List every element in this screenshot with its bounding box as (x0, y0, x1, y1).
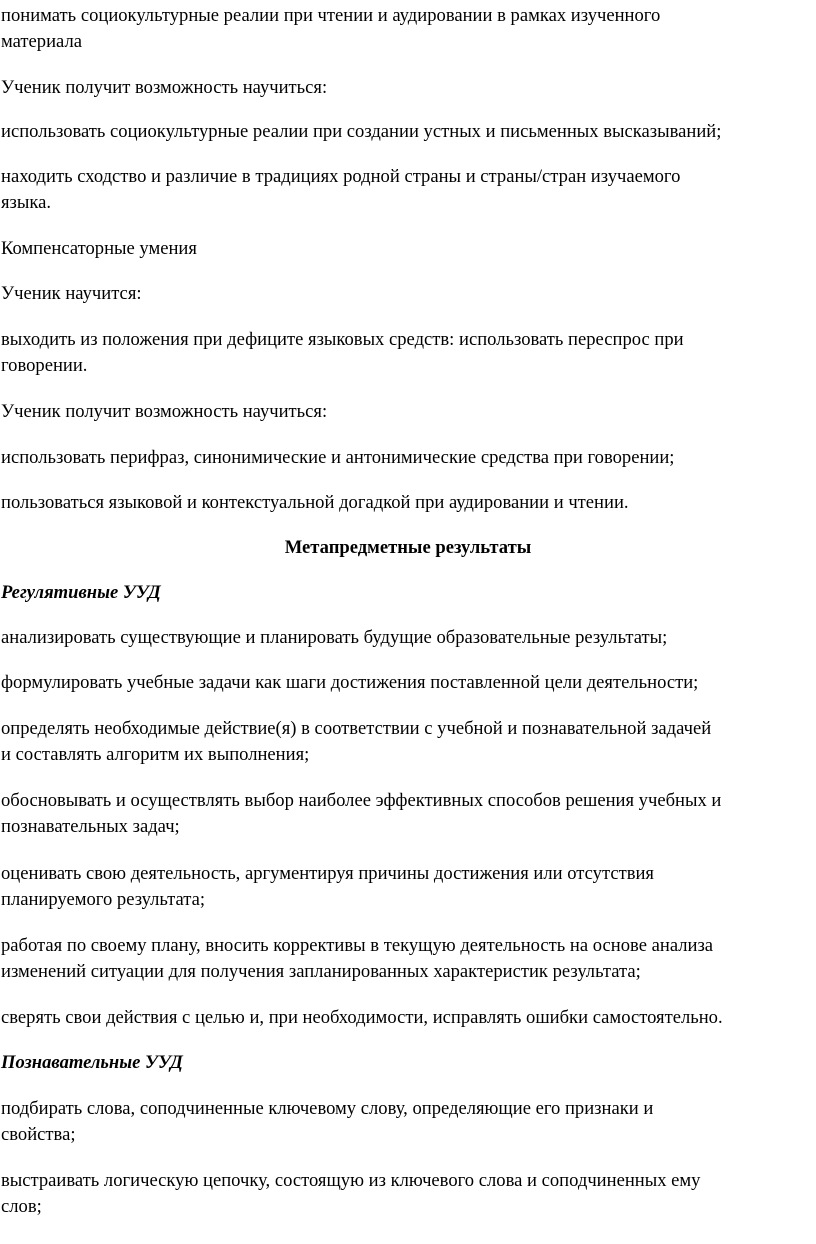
text-line: Ученик научится: (1, 283, 142, 304)
text-line: говорении. (1, 355, 88, 376)
paragraph-justify-choice (1, 788, 816, 840)
text-line: понимать социокультурные реалии при чтении и аудировании в рамках изученного (1, 5, 661, 26)
text-line: анализировать существующие и планировать будущие образовательные результаты; (1, 627, 668, 648)
text-line: выстраивать логическую цепочку, состоящую из ключевого слова и соподчиненных ему (1, 1170, 701, 1191)
text-line: слов; (1, 1196, 42, 1217)
text-line: обосновывать и осуществлять выбор наиболее эффективных способов решения учебных и (1, 790, 722, 811)
subheading-regulatory: Регулятивные УУД (1, 582, 161, 603)
paragraph-adjust-plan (1, 933, 816, 985)
text-line: языка. (1, 192, 52, 213)
paragraph-formulate-tasks (1, 670, 816, 696)
text-line: и составлять алгоритм их выполнения; (1, 744, 310, 765)
paragraph-paraphrase (1, 445, 816, 471)
paragraph-student-will-learn (1, 281, 816, 307)
text-line: определять необходимые действие(я) в соответствии с учебной и познавательной задачей (1, 718, 712, 739)
text-line: подбирать слова, соподчиненные ключевому слову, определяющие его признаки и (1, 1098, 654, 1119)
paragraph-student-will-get-opportunity-2 (1, 399, 816, 425)
text-line: использовать социокультурные реалии при создании устных и письменных высказываний; (1, 121, 722, 142)
paragraph-select-words (1, 1096, 816, 1148)
paragraph-build-chain (1, 1168, 816, 1220)
text-line: выходить из положения при дефиците языковых средств: использовать переспрос при (1, 329, 684, 350)
paragraph-student-will-get-opportunity (1, 75, 816, 101)
text-line: использовать перифраз, синонимические и антонимические средства при говорении; (1, 447, 675, 468)
text-line: свойства; (1, 1124, 76, 1145)
paragraph-use-sociocultural-realia (1, 119, 816, 145)
subheading-cognitive: Познавательные УУД (1, 1052, 183, 1073)
text-line: оценивать свою деятельность, аргументируя причины достижения или отсутствия (1, 863, 654, 884)
paragraph-check-actions (1, 1005, 816, 1031)
text-line: материала (1, 31, 82, 52)
text-line: работая по своему плану, вносить коррективы в текущую деятельность на основе анализа (1, 935, 714, 956)
paragraph-find-similarities-differences (1, 164, 816, 216)
text-line: находить сходство и различие в традициях родной страны и страны/стран изучаемого (1, 166, 681, 187)
paragraph-language-deficit (1, 327, 816, 379)
paragraph-analyze-results (1, 625, 816, 651)
text-line: пользоваться языковой и контекстуальной догадкой при аудировании и чтении. (1, 492, 629, 513)
text-line: изменений ситуации для получения запланированных характеристик результата; (1, 961, 641, 982)
paragraph-compensatory-skills (1, 236, 816, 262)
paragraph-sociocultural-understanding (1, 3, 816, 55)
text-line: сверять свои действия с целью и, при необходимости, исправлять ошибки самостоятельно. (1, 1007, 723, 1028)
text-line: Ученик получит возможность научиться: (1, 401, 328, 422)
text-line: Компенсаторные умения (1, 238, 197, 259)
text-line: планируемого результата; (1, 889, 206, 910)
section-heading-metasubject-results: Метапредметные результаты (284, 537, 532, 558)
paragraph-guessing (1, 490, 816, 516)
text-line: познавательных задач; (1, 816, 180, 837)
paragraph-determine-actions (1, 716, 816, 768)
paragraph-evaluate-activity (1, 861, 816, 913)
text-line: формулировать учебные задачи как шаги достижения поставленной цели деятельности; (1, 672, 699, 693)
text-line: Ученик получит возможность научиться: (1, 77, 328, 98)
